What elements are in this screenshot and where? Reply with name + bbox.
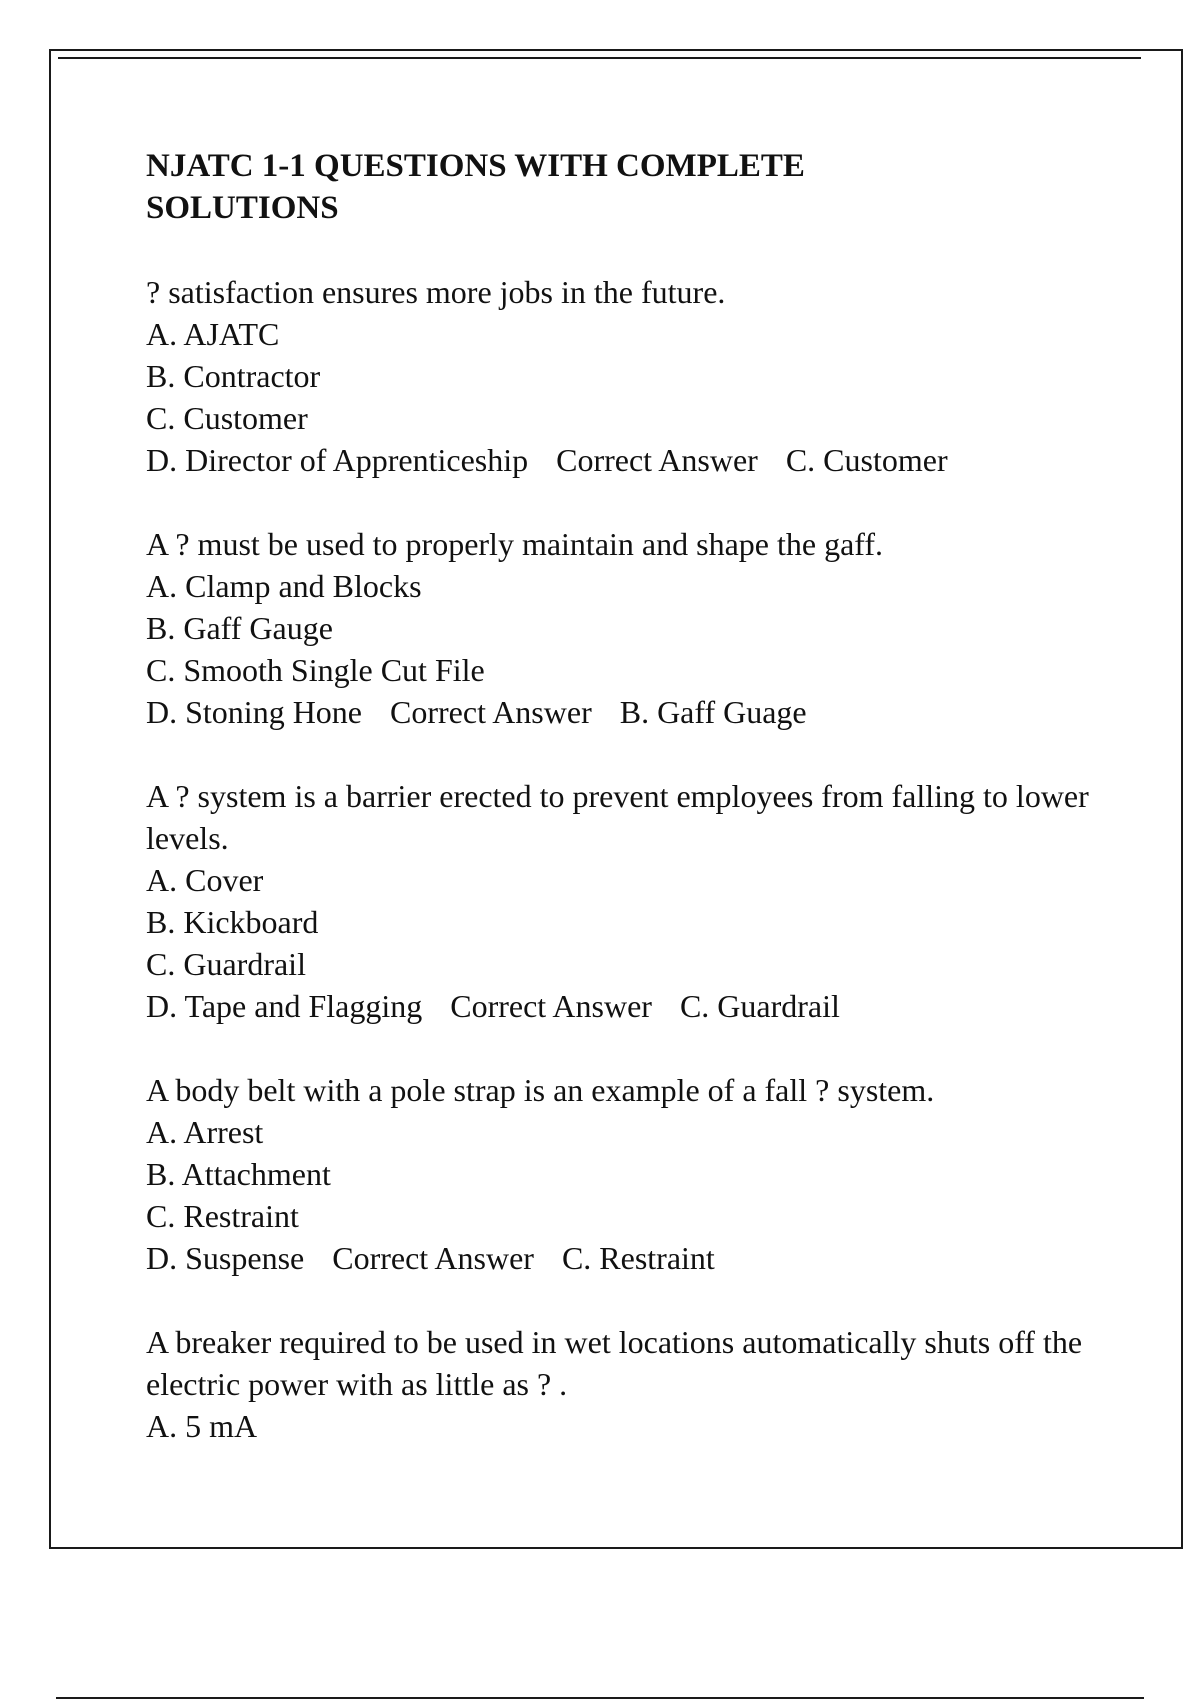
correct-answer-value: C. Restraint bbox=[561, 1240, 715, 1276]
question-item bbox=[146, 1069, 1106, 1279]
answer-option: D. Tape and Flagging bbox=[146, 988, 423, 1024]
answer-option: C. Guardrail bbox=[146, 946, 306, 982]
answer-option: A. AJATC bbox=[146, 316, 280, 352]
answer-option: A. 5 mA bbox=[146, 1408, 258, 1444]
answer-option: D. Stoning Hone bbox=[146, 694, 362, 730]
answer-option: B. Kickboard bbox=[146, 904, 319, 940]
correct-answer-label: Correct Answer bbox=[450, 988, 652, 1024]
last-option-line bbox=[146, 985, 1106, 1027]
answer-option: D. Suspense bbox=[146, 1240, 305, 1276]
question-stem: A ? system is a barrier erected to prevent employees from falling to lower levels. bbox=[146, 778, 1089, 856]
answer-option: C. Restraint bbox=[146, 1198, 299, 1234]
correct-answer-value: C. Guardrail bbox=[679, 988, 840, 1024]
footer-rule bbox=[56, 1697, 1144, 1699]
answer-option: B. Contractor bbox=[146, 358, 321, 394]
question-stem: ? satisfaction ensures more jobs in the future. bbox=[146, 274, 726, 310]
correct-answer-label: Correct Answer bbox=[390, 694, 592, 730]
document-title: NJATC 1-1 QUESTIONS WITH COMPLETE SOLUTIONS bbox=[146, 148, 805, 226]
question-stem: A body belt with a pole strap is an example of a fall ? system. bbox=[146, 1072, 935, 1108]
question-stem: A ? must be used to properly maintain and shape the gaff. bbox=[146, 526, 883, 562]
header-rule bbox=[58, 57, 1141, 59]
last-option-line bbox=[146, 1237, 1106, 1279]
correct-answer-value: C. Customer bbox=[785, 442, 948, 478]
answer-option: D. Director of Apprenticeship bbox=[146, 442, 529, 478]
question-stem: A breaker required to be used in wet locations automatically shuts off the electric power with as little as ? . bbox=[146, 1324, 1083, 1402]
question-item bbox=[146, 523, 1106, 733]
question-item bbox=[146, 271, 1106, 481]
document-content bbox=[146, 145, 1106, 1489]
answer-option: B. Attachment bbox=[146, 1156, 331, 1192]
answer-option: A. Cover bbox=[146, 862, 264, 898]
last-option-line bbox=[146, 439, 1106, 481]
question-item bbox=[146, 775, 1106, 1027]
correct-answer-label: Correct Answer bbox=[332, 1240, 534, 1276]
question-item bbox=[146, 1321, 1106, 1447]
correct-answer-label: Correct Answer bbox=[556, 442, 758, 478]
answer-option: C. Customer bbox=[146, 400, 308, 436]
correct-answer-value: B. Gaff Guage bbox=[619, 694, 807, 730]
answer-option: A. Arrest bbox=[146, 1114, 264, 1150]
answer-option: C. Smooth Single Cut File bbox=[146, 652, 485, 688]
answer-option: B. Gaff Gauge bbox=[146, 610, 333, 646]
last-option-line bbox=[146, 691, 1106, 733]
answer-option: A. Clamp and Blocks bbox=[146, 568, 422, 604]
